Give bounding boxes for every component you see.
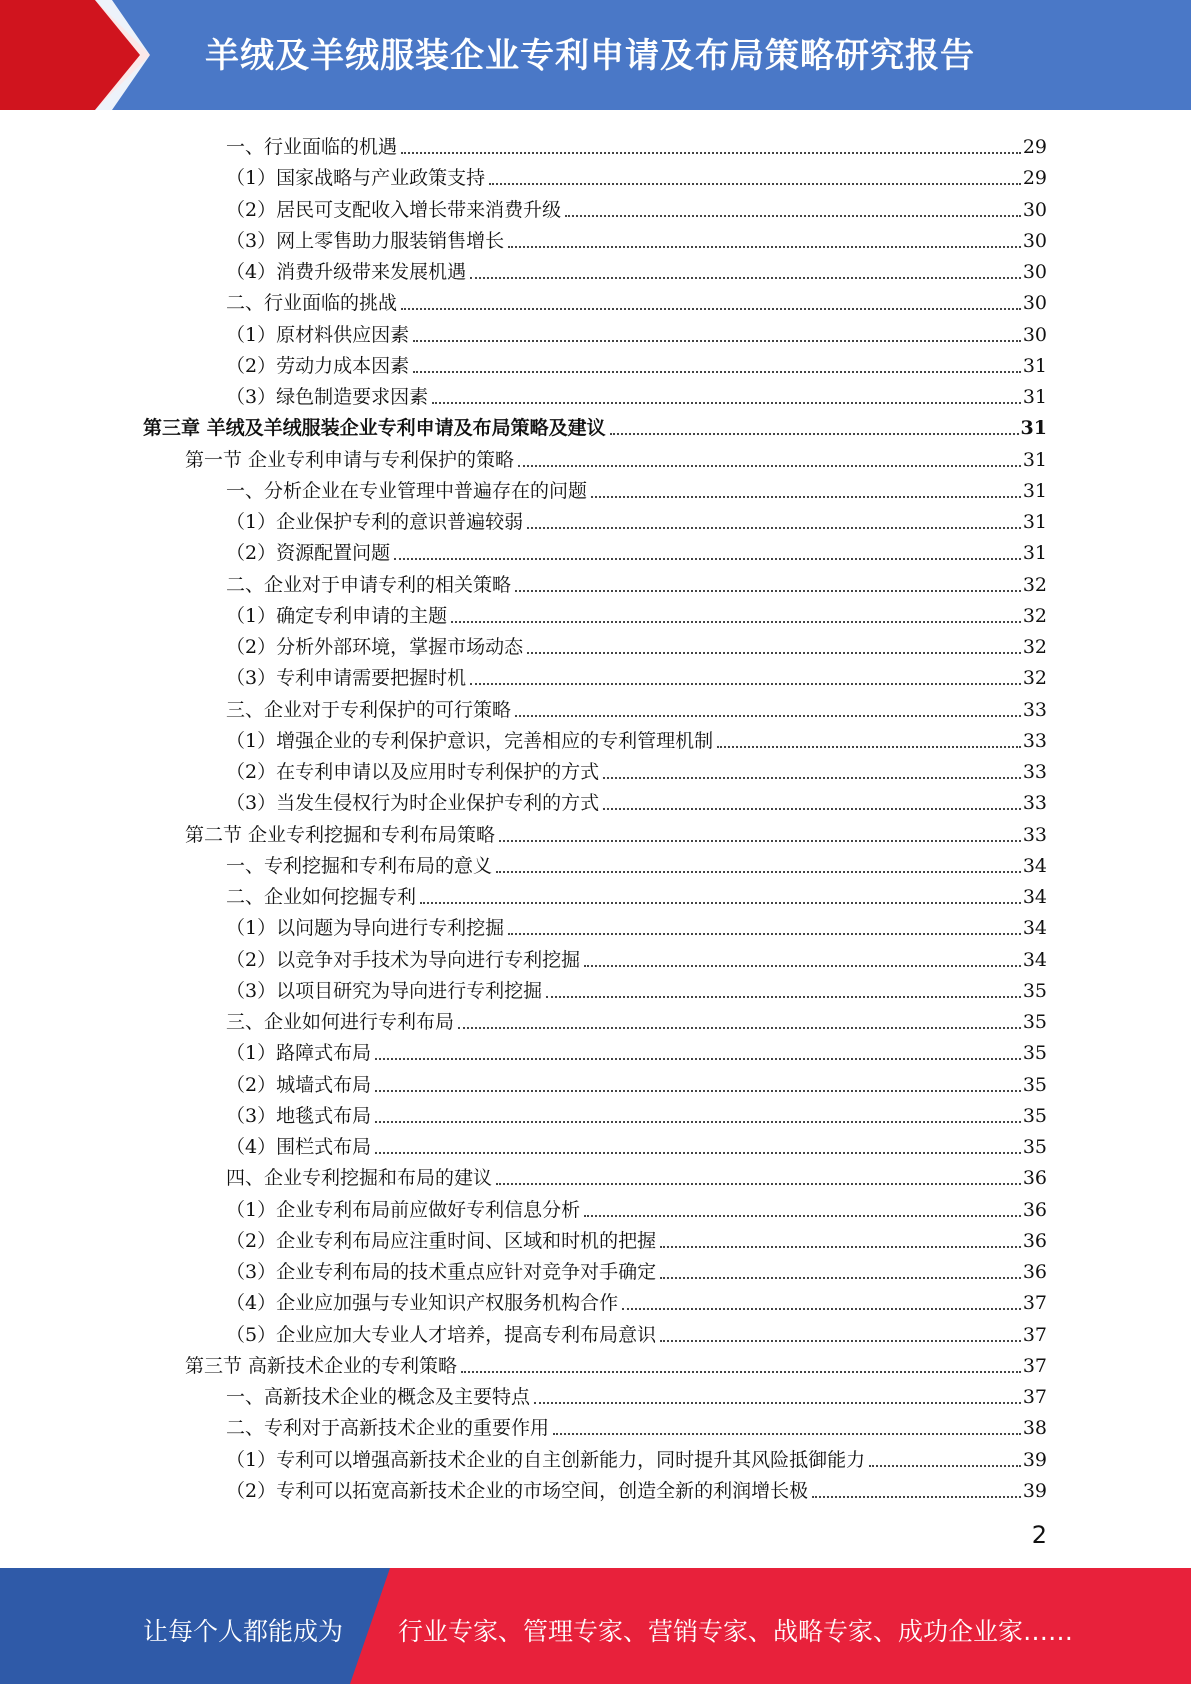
toc-entry-page: 29: [1022, 167, 1047, 190]
toc-entry-page: 38: [1022, 1417, 1047, 1440]
toc-entry-page: 36: [1022, 1229, 1047, 1252]
toc-entry[interactable]: [226, 1316, 1047, 1347]
toc-dot-leader: [394, 558, 1021, 560]
toc-entry-label: 第三节 高新技术企业的专利策略: [185, 1354, 458, 1377]
toc-entry-label: 第三章 羊绒及羊绒服装企业专利申请及布局策略及建议: [143, 417, 606, 440]
toc-dot-leader: [375, 1090, 1021, 1092]
toc-entry-page: 37: [1022, 1323, 1047, 1346]
toc-entry[interactable]: [226, 784, 1047, 815]
toc-entry-page: 33: [1022, 761, 1047, 783]
toc-entry-page: 31: [1022, 542, 1047, 565]
toc-entry-label: 二、企业对于申请专利的相关策略: [226, 573, 512, 596]
toc-entry[interactable]: [226, 222, 1047, 253]
toc-entry-page: 33: [1022, 698, 1047, 721]
toc-entry[interactable]: [226, 1097, 1047, 1128]
toc-entry[interactable]: [226, 503, 1047, 534]
toc-dot-leader: [869, 1465, 1021, 1467]
toc-dot-leader: [451, 621, 1021, 623]
toc-entry-page: 34: [1022, 948, 1047, 971]
toc-entry[interactable]: [226, 534, 1047, 565]
toc-entry-label: 四、企业专利挖掘和布局的建议: [226, 1167, 493, 1190]
toc-entry[interactable]: [226, 378, 1047, 409]
toc-entry-label: （2）居民可支配收入增长带来消费升级: [226, 198, 562, 221]
toc-entry-page: 30: [1022, 198, 1047, 221]
toc-entry-label: （1）企业专利布局前应做好专利信息分析: [226, 1198, 581, 1221]
toc-entry-label: （1）专利可以增强高新技术企业的自主创新能力，同时提升其风险抵御能力: [226, 1448, 866, 1471]
toc-entry-page: 31: [1022, 448, 1047, 471]
toc-entry-label: （3）以项目研究为导向进行专利挖掘: [226, 979, 543, 1002]
toc-entry-label: 二、企业如何挖掘专利: [226, 886, 417, 908]
toc-entry-page: 35: [1022, 1073, 1047, 1096]
toc-entry[interactable]: [226, 597, 1047, 628]
toc-dot-leader: [515, 590, 1021, 592]
toc-entry[interactable]: [226, 847, 1047, 878]
toc-entry[interactable]: [226, 1284, 1047, 1315]
toc-entry[interactable]: [226, 1409, 1047, 1440]
toc-entry-page: 31: [1022, 479, 1047, 502]
toc-entry-label: （3）企业专利布局的技术重点应针对竞争对手确定: [226, 1261, 657, 1283]
toc-entry-page: 36: [1022, 1261, 1047, 1283]
toc-dot-leader: [420, 902, 1021, 904]
toc-entry-page: 33: [1022, 792, 1047, 815]
toc-dot-leader: [489, 183, 1021, 185]
toc-entry-page: 35: [1022, 1104, 1047, 1127]
toc-entry-label: （5）企业应加大专业人才培养，提高专利布局意识: [226, 1323, 657, 1346]
footer-banner: [0, 1568, 1191, 1684]
toc-entry-page: 31: [1020, 417, 1047, 440]
toc-entry-page: 36: [1022, 1198, 1047, 1221]
toc-entry[interactable]: [226, 128, 1047, 159]
toc-entry-page: 30: [1022, 261, 1047, 283]
toc-entry-label: （4）企业应加强与专业知识产权服务机构合作: [226, 1292, 619, 1315]
footer-slogan-left: 让每个人都能成为: [143, 1617, 344, 1646]
toc-entry-label: 二、行业面临的挑战: [226, 292, 398, 315]
toc-dot-leader: [413, 340, 1021, 342]
toc-entry[interactable]: [226, 1253, 1047, 1284]
toc-entry[interactable]: [226, 347, 1047, 378]
toc-entry-label: （1）国家战略与产业政策支持: [226, 167, 486, 190]
toc-entry[interactable]: [226, 691, 1047, 722]
toc-dot-leader: [584, 1215, 1021, 1217]
toc-dot-leader: [527, 652, 1021, 654]
report-title: 羊绒及羊绒服装企业专利申请及布局策略研究报告: [205, 36, 975, 76]
toc-dot-leader: [527, 527, 1021, 529]
toc-entry[interactable]: [226, 316, 1047, 347]
toc-entry[interactable]: [226, 1003, 1047, 1034]
toc-entry[interactable]: [226, 1066, 1047, 1097]
toc-entry[interactable]: [226, 659, 1047, 690]
toc-entry[interactable]: [226, 159, 1047, 190]
toc-dot-leader: [499, 840, 1021, 842]
toc-entry-page: 39: [1022, 1448, 1047, 1471]
toc-entry[interactable]: [226, 941, 1047, 972]
toc-entry-label: （1）路障式布局: [226, 1042, 372, 1065]
toc-dot-leader: [553, 1433, 1021, 1435]
toc-entry[interactable]: [185, 816, 1047, 847]
toc-dot-leader: [401, 308, 1021, 310]
toc-entry-label: （1）原材料供应因素: [226, 323, 410, 346]
toc-entry-page: 37: [1022, 1386, 1047, 1408]
toc-dot-leader: [660, 1277, 1021, 1279]
header-chevron-decoration: [0, 0, 150, 110]
toc-dot-leader: [375, 1058, 1021, 1060]
toc-entry-page: 30: [1022, 292, 1047, 315]
toc-entry[interactable]: [226, 972, 1047, 1003]
toc-entry-label: 二、专利对于高新技术企业的重要作用: [226, 1417, 550, 1440]
toc-entry[interactable]: [226, 1034, 1047, 1065]
toc-entry-label: （2）分析外部环境，掌握市场动态: [226, 636, 524, 658]
toc-dot-leader: [515, 715, 1021, 717]
toc-entry[interactable]: [226, 722, 1047, 753]
toc-entry[interactable]: [226, 472, 1047, 503]
toc-dot-leader: [496, 1183, 1021, 1185]
toc-dot-leader: [546, 996, 1021, 998]
toc-dot-leader: [508, 933, 1021, 935]
toc-entry[interactable]: [226, 1472, 1047, 1503]
toc-dot-leader: [470, 683, 1021, 685]
toc-entry-page: 30: [1022, 323, 1047, 346]
toc-dot-leader: [470, 277, 1021, 279]
toc-dot-leader: [432, 402, 1021, 404]
toc-entry-page: 29: [1022, 136, 1047, 158]
toc-entry-page: 31: [1022, 511, 1047, 533]
toc-dot-leader: [508, 246, 1021, 248]
toc-entry[interactable]: [226, 1159, 1047, 1190]
header-banner: [0, 0, 1191, 110]
toc-entry[interactable]: [226, 753, 1047, 784]
toc-dot-leader: [565, 215, 1021, 217]
toc-entry-page: 37: [1022, 1292, 1047, 1315]
toc-entry-page: 31: [1022, 386, 1047, 408]
toc-entry-page: 33: [1022, 729, 1047, 752]
toc-entry[interactable]: [143, 409, 1047, 440]
toc-entry-page: 31: [1022, 354, 1047, 377]
toc-entry[interactable]: [226, 1191, 1047, 1222]
toc-entry-label: （3）网上零售助力服装销售增长: [226, 229, 505, 252]
toc-entry-page: 39: [1022, 1479, 1047, 1502]
toc-dot-leader: [401, 152, 1021, 154]
toc-entry[interactable]: [185, 441, 1047, 472]
toc-entry-label: （2）劳动力成本因素: [226, 354, 410, 377]
toc-entry-label: 一、专利挖掘和专利布局的意义: [226, 854, 493, 877]
toc-entry-page: 32: [1022, 573, 1047, 596]
toc-dot-leader: [603, 777, 1021, 779]
toc-entry-page: 36: [1022, 1167, 1047, 1190]
toc-entry-page: 30: [1022, 229, 1047, 252]
toc-entry-label: （3）地毯式布局: [226, 1104, 372, 1127]
toc-entry[interactable]: [226, 1378, 1047, 1409]
toc-entry-label: （2）专利可以拓宽高新技术企业的市场空间，创造全新的利润增长极: [226, 1479, 809, 1502]
toc-entry-label: （1）增强企业的专利保护意识，完善相应的专利管理机制: [226, 729, 714, 752]
toc-dot-leader: [375, 1121, 1021, 1123]
toc-entry-label: 一、分析企业在专业管理中普遍存在的问题: [226, 479, 588, 502]
toc-entry-label: （4）消费升级带来发展机遇: [226, 261, 467, 283]
toc-dot-leader: [584, 965, 1021, 967]
toc-entry-page: 32: [1022, 667, 1047, 690]
toc-entry[interactable]: [226, 909, 1047, 940]
toc-entry-label: 一、行业面临的机遇: [226, 136, 398, 158]
toc-dot-leader: [717, 746, 1021, 748]
toc-entry-page: 32: [1022, 636, 1047, 658]
toc-entry-label: （4）围栏式布局: [226, 1136, 372, 1158]
toc-entry[interactable]: [226, 566, 1047, 597]
toc-dot-leader: [622, 1308, 1021, 1310]
page-number: 2: [1031, 1521, 1047, 1549]
toc-entry-label: 第二节 企业专利挖掘和专利布局策略: [185, 823, 496, 846]
toc-entry-label: （3）当发生侵权行为时企业保护专利的方式: [226, 792, 600, 815]
toc-entry-label: （3）专利申请需要把握时机: [226, 667, 467, 690]
toc-dot-leader: [534, 1402, 1021, 1404]
toc-entry-label: 一、高新技术企业的概念及主要特点: [226, 1386, 531, 1408]
toc-entry-label: （3）绿色制造要求因素: [226, 386, 429, 408]
toc-entry-page: 35: [1022, 979, 1047, 1002]
toc-dot-leader: [461, 1371, 1021, 1373]
toc-dot-leader: [812, 1496, 1021, 1498]
toc-entry-label: （2）在专利申请以及应用时专利保护的方式: [226, 761, 600, 783]
toc-entry[interactable]: [226, 1441, 1047, 1472]
toc-entry-label: （1）确定专利申请的主题: [226, 604, 448, 627]
toc-dot-leader: [660, 1340, 1021, 1342]
toc-entry-label: （2）城墙式布局: [226, 1073, 372, 1096]
toc-dot-leader: [458, 1027, 1021, 1029]
toc-entry-page: 34: [1022, 917, 1047, 940]
toc-entry[interactable]: [226, 253, 1047, 284]
toc-entry-label: （1）以问题为导向进行专利挖掘: [226, 917, 505, 940]
toc-entry-page: 35: [1022, 1136, 1047, 1158]
toc-dot-leader: [610, 433, 1019, 435]
toc-dot-leader: [413, 371, 1021, 373]
toc-entry[interactable]: [226, 628, 1047, 659]
toc-dot-leader: [660, 1246, 1021, 1248]
toc-entry-page: 34: [1022, 854, 1047, 877]
toc-entry-label: （2）以竞争对手技术为导向进行专利挖掘: [226, 948, 581, 971]
toc-entry-label: （2）企业专利布局应注重时间、区域和时机的把握: [226, 1229, 657, 1252]
toc-entry[interactable]: [226, 1222, 1047, 1253]
toc-dot-leader: [603, 808, 1021, 810]
toc-dot-leader: [518, 465, 1021, 467]
toc-entry-page: 35: [1022, 1011, 1047, 1033]
toc-entry-label: 三、企业如何进行专利布局: [226, 1011, 455, 1033]
toc-entry-page: 32: [1022, 604, 1047, 627]
toc-entry-page: 37: [1022, 1354, 1047, 1377]
toc-entry-page: 35: [1022, 1042, 1047, 1065]
toc-dot-leader: [496, 871, 1021, 873]
toc-entry-page: 34: [1022, 886, 1047, 908]
toc-entry-label: 第一节 企业专利申请与专利保护的策略: [185, 448, 515, 471]
toc-entry[interactable]: [226, 878, 1047, 909]
toc-dot-leader: [375, 1152, 1021, 1154]
toc-entry[interactable]: [226, 1128, 1047, 1159]
toc-entry-label: 三、企业对于专利保护的可行策略: [226, 698, 512, 721]
toc-entry-label: （2）资源配置问题: [226, 542, 391, 565]
toc-entry[interactable]: [226, 284, 1047, 315]
toc-dot-leader: [591, 496, 1021, 498]
toc-entry-page: 33: [1022, 823, 1047, 846]
footer-slogan-right: 行业专家、管理专家、营销专家、战略专家、成功企业家……: [398, 1617, 1074, 1646]
toc-entry[interactable]: [226, 191, 1047, 222]
toc-entry[interactable]: [185, 1347, 1047, 1378]
toc-entry-label: （1）企业保护专利的意识普遍较弱: [226, 511, 524, 533]
